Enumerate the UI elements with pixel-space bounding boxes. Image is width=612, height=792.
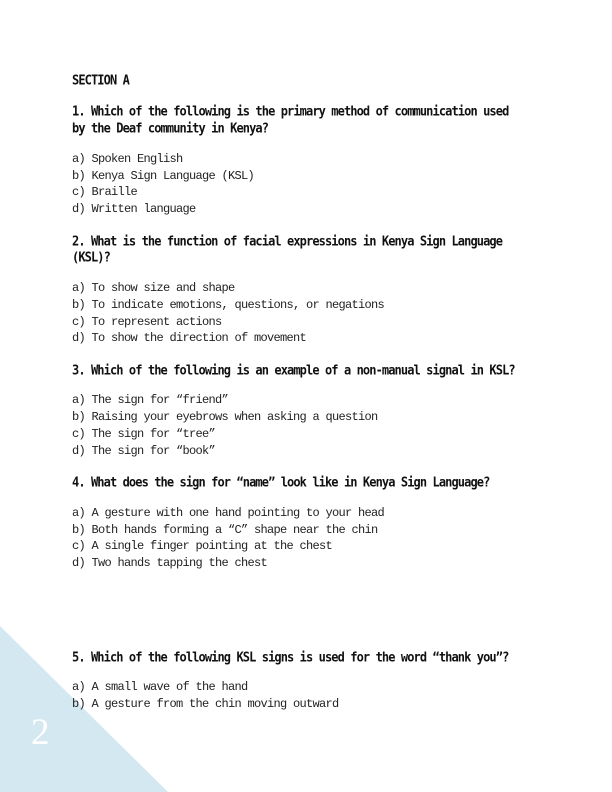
option-c: c) Braille bbox=[72, 185, 138, 199]
option-d: d) Two hands tapping the chest bbox=[72, 556, 268, 570]
question-text: 2. What is the function of facial expressions in Kenya Sign Language bbox=[72, 233, 503, 249]
page-number: 2 bbox=[31, 712, 50, 753]
question-text: by the Deaf community in Kenya? bbox=[72, 120, 269, 136]
option-b: b) Kenya Sign Language (KSL) bbox=[72, 169, 255, 183]
option-c: c) A single finger pointing at the chest bbox=[72, 539, 333, 553]
option-a: a) The sign for “friend” bbox=[72, 393, 229, 407]
section-title: SECTION A bbox=[72, 72, 129, 88]
question-text: 3. Which of the following is an example of a non-manual signal in KSL? bbox=[72, 362, 515, 378]
option-c: c) The sign for “tree” bbox=[72, 427, 216, 441]
option-d: d) Written language bbox=[72, 202, 196, 216]
option-a: a) To show size and shape bbox=[72, 281, 235, 295]
option-c: c) To represent actions bbox=[72, 315, 222, 329]
option-b: b) Both hands forming a “C” shape near the chin bbox=[72, 523, 378, 537]
question-text: 5. Which of the following KSL signs is used for the word “thank you”? bbox=[72, 649, 509, 665]
option-b: b) Raising your eyebrows when asking a question bbox=[72, 410, 378, 424]
option-d: d) To show the direction of movement bbox=[72, 331, 307, 345]
question-text: 4. What does the sign for “name” look like in Kenya Sign Language? bbox=[72, 474, 490, 490]
option-b: b) A gesture from the chin moving outward bbox=[72, 697, 339, 711]
question-text: (KSL)? bbox=[72, 249, 110, 265]
option-a: a) A small wave of the hand bbox=[72, 680, 248, 694]
option-d: d) The sign for “book” bbox=[72, 444, 216, 458]
option-a: a) A gesture with one hand pointing to your head bbox=[72, 506, 385, 520]
option-b: b) To indicate emotions, questions, or negations bbox=[72, 298, 385, 312]
question-text: 1. Which of the following is the primary method of communication used bbox=[72, 103, 509, 119]
option-a: a) Spoken English bbox=[72, 152, 183, 166]
